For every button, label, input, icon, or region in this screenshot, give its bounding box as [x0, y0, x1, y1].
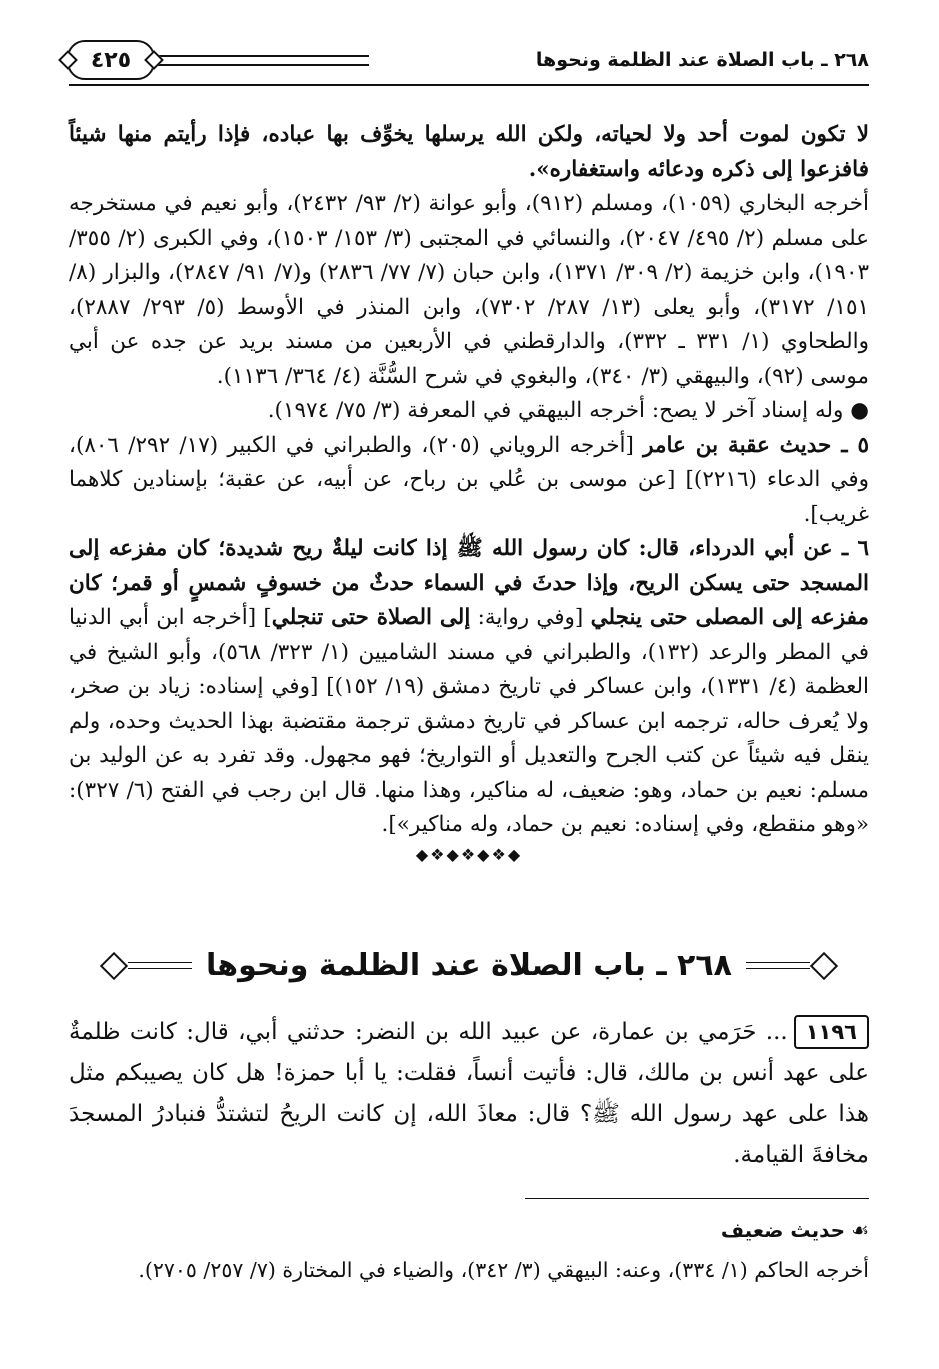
page-number-ornament	[69, 40, 369, 80]
footnote	[69, 1252, 869, 1288]
footnote-text: أخرجه الحاكم (١/ ٣٣٤)، وعنه: البيهقي (٣/ ٣٤٢)، والضياء في المختارة (٧/ ٢٥٧/ ٢٧٠٥).	[138, 1258, 869, 1282]
abu-darda-hadith-text: ٦ ـ عن أبي الدرداء، قال: كان رسول الله ﷺ إذا كانت ليلةٌ ريح شديدة؛ كان مفزعه إلى المسجد حتى يسكن الريح، وإذا حدثَ في السماء حدثٌ من خسوفٍ شمسٍ أو قمر؛ كان مفزعه إلى المصلى حتى ينجلي	[69, 536, 870, 630]
grade-ornament-icon: ☙	[851, 1218, 869, 1242]
chapter-heading	[69, 948, 869, 983]
chapter-ornament-right	[746, 956, 838, 976]
ornament-double-line	[155, 55, 369, 66]
hadith-block	[69, 1012, 869, 1176]
header-rule	[69, 84, 869, 86]
grade-label: حديث ضعيف	[720, 1218, 846, 1242]
abu-darda-sources: ] [أخرجه ابن أبي الدنيا في المطر والرعد (١٣٢)، والطبراني في مسند الشاميين (١/ ٣٢٣/ ٥٦٨)، وأبو الشيخ في العظمة (٤/ ١٣٣١)، وابن عساكر في تاريخ دمشق (١٩/ ١٥٢)] [وفي إسناده: زياد بن صخر، ولا يُعرف حاله، ترجمه ابن عساكر في تاريخ دمشق ترجمة مقتضبة بهذا الحديث وحده، ولم ينقل فيه شيئاً عن كتب الجرح والتعديل أو التواريخ؛ فهو مجهول. وقد تفرد به عن الوليد بن مسلم: نعيم بن حماد، وهو: ضعيف، له مناكير، وهذا منها. قال ابن رجب في الفتح (٦/ ٣٢٧): «وهو منقطع، وفي إسناده: نعيم بن حماد، وله مناكير»].	[69, 605, 870, 837]
chapter-title: ٢٦٨ ـ باب الصلاة عند الظلمة ونحوها	[206, 948, 732, 983]
footnote-rule	[525, 1198, 869, 1199]
hadith-number-badge: ١١٩٦	[794, 1015, 869, 1049]
abu-darda-paragraph	[69, 532, 869, 843]
hadith-text: ... حَرَمي بن عمارة، عن عبيد الله بن النضر: حدثني أبي، قال: كانت ظلمةٌ على عهد أنس بن مالك، قال: فأتيت أنساً، فقلت: يا أبا حمزة! هل كان يصيبكم مثل هذا على عهد رسول الله ﷺ؟ قال: معاذَ الله، إن كانت الريحُ لتشتدُّ فنبادرُ المسجدَ مخافةَ القيامة.	[69, 1019, 869, 1168]
uqba-hadith-paragraph	[69, 429, 869, 533]
uqba-hadith-sources: [أخرجه الروياني (٢٠٥)، والطبراني في الكبير (١٧/ ٢٩٢/ ٨٠٦)، وفي الدعاء (٢٢١٦)] [عن موسى بن عُلي بن رباح، عن أبيه، عن عقبة؛ بإسنادين كلاهما غريب].	[69, 432, 870, 527]
running-header	[69, 40, 869, 80]
hadith-paragraph	[69, 1012, 869, 1176]
alternate-isnad-note: ● وله إسناد آخر لا يصح: أخرجه البيهقي في المعرفة (٣/ ٧٥/ ١٩٧٤).	[267, 398, 869, 423]
running-title: ٢٦٨ ـ باب الصلاة عند الظلمة ونحوها	[535, 49, 869, 71]
hadith-grade	[69, 1218, 869, 1242]
chapter-ornament-left	[100, 956, 192, 976]
hadith-text-continuation: لا تكون لموت أحد ولا لحياته، ولكن الله يرسلها يخوِّف بها عباده، فإذا رأيتم منها شيئاً فافزعوا إلى ذكره ودعائه واستغفاره».	[69, 122, 869, 182]
section-divider-ornament: ◆❖◆❖◆❖◆	[415, 844, 523, 864]
body-text	[69, 118, 869, 865]
abu-darda-variant-text: إلى الصلاة حتى تنجلي	[271, 605, 471, 630]
page-number: ٤٢٥	[67, 40, 155, 80]
uqba-hadith-heading: ٥ ـ حديث عقبة بن عامر	[643, 432, 870, 458]
abu-darda-variant-intro: [وفي رواية:	[470, 605, 591, 630]
takhrij-paragraph: أخرجه البخاري (١٠٥٩)، ومسلم (٩١٢)، وأبو عوانة (٢/ ٩٣/ ٢٤٣٢)، وأبو نعيم في مستخرجه على مسلم (٢/ ٤٩٥/ ٢٠٤٧)، والنسائي في المجتبى (٣/ ١٥٣/ ١٥٠٣)، وفي الكبرى (٢/ ٣٥٥/ ١٩٠٣)، وابن خزيمة (٢/ ٣٠٩/ ١٣٧١)، وابن حبان (٧/ ٧٧/ ٢٨٣٦) و(٧/ ٩١/ ٢٨٤٧)، والبزار (٨/ ١٥١/ ٣١٧٢)، وأبو يعلى (١٣/ ٢٨٧/ ٧٣٠٢)، وابن المنذر في الأوسط (٥/ ٢٩٣/ ٢٨٨٧)، والطحاوي (١/ ٣٣١ ـ ٣٣٢)، والدارقطني في الأربعين من مسند بريد عن جده عن أبي موسى (٩٢)، والبيهقي (٣/ ٣٤٠)، والبغوي في شرح السُّنَّة (٤/ ٣٦٤/ ١١٣٦).	[69, 191, 870, 389]
